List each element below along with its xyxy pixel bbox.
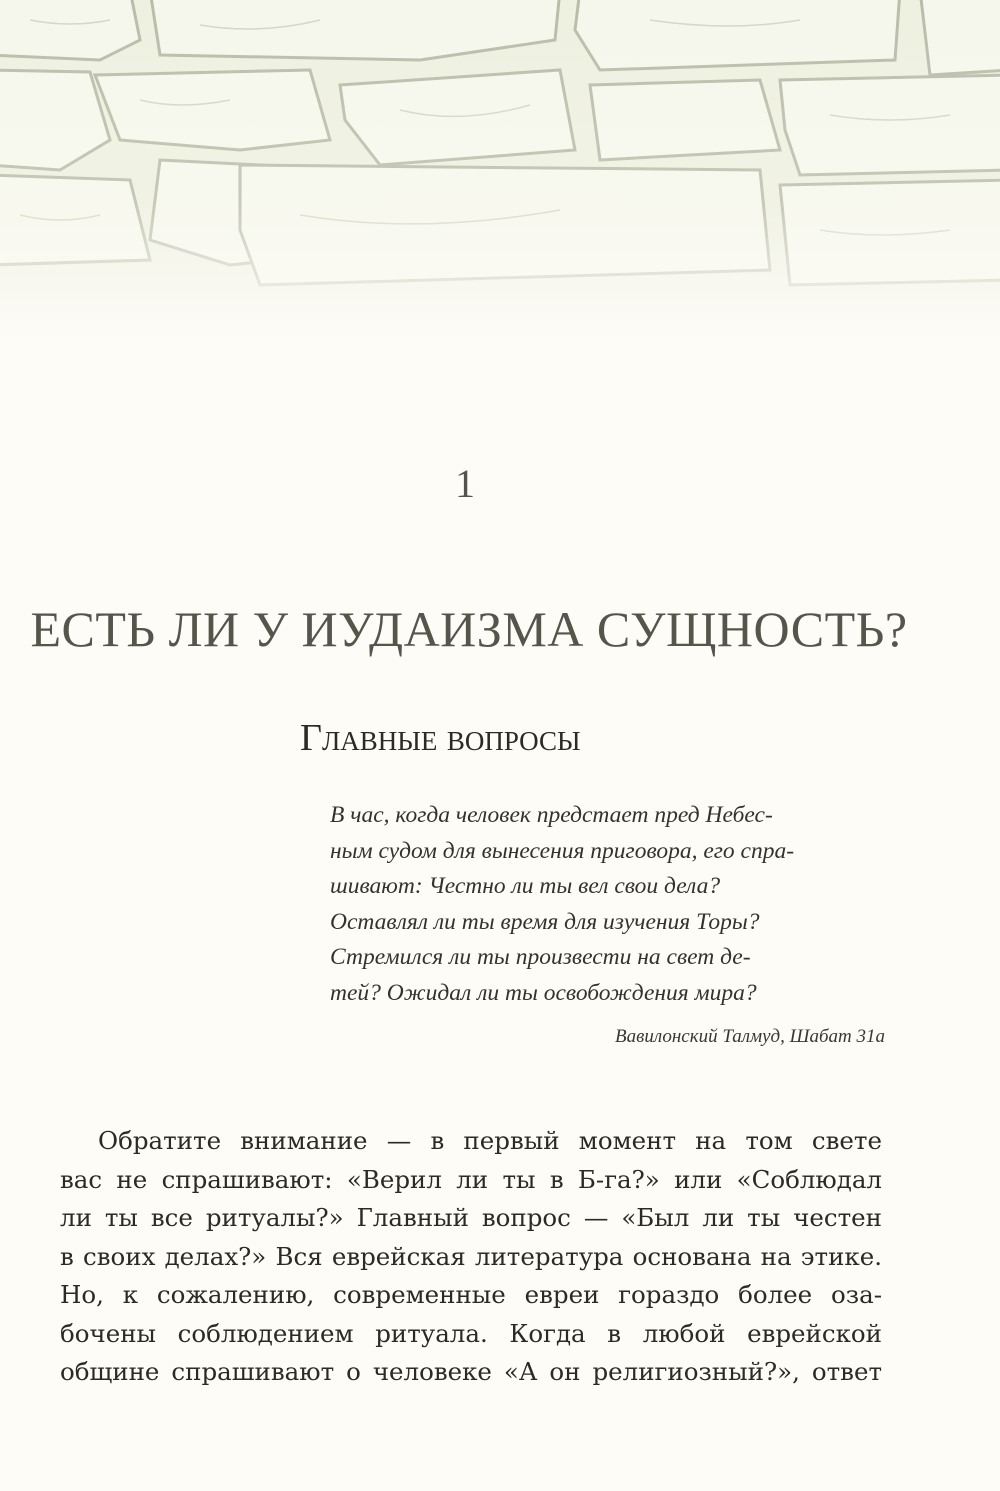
body-paragraph bbox=[60, 1122, 882, 1392]
body-line: Но, к сожалению, современные евреи гораздо более оза- bbox=[60, 1280, 882, 1309]
epigraph-line: Оставлял ли ты время для изучения Торы? bbox=[330, 908, 760, 935]
body-line: бочены соблюдением ритуала. Когда в любой еврейской bbox=[60, 1318, 882, 1348]
epigraph-line: тей? Ожидал ли ты освобождения мира? bbox=[330, 979, 757, 1006]
epigraph-line: Стремился ли ты произвести на свет де- bbox=[330, 944, 751, 970]
epigraph bbox=[330, 798, 885, 1011]
body-line: общине спрашивают о человеке «А он религиозный?», ответ bbox=[60, 1357, 882, 1386]
epigraph-line: В час, когда человек предстает пред Небес- bbox=[330, 802, 773, 828]
body-line: ли ты все ритуалы?» Главный вопрос — «Был ли ты честен bbox=[60, 1203, 882, 1232]
body-line: Обратите внимание — в первый момент на том свете bbox=[98, 1126, 882, 1155]
epigraph-line: шивают: Честно ли ты вел свои дела? bbox=[330, 873, 721, 899]
body-line: вас не спрашивают: «Верил ли ты в Б-га?» или «Соблюдал bbox=[60, 1164, 882, 1194]
section-title: Главные вопросы bbox=[300, 717, 581, 759]
stone-wall-photo bbox=[0, 0, 1000, 340]
body-line: в своих делах?» Вся еврейская литература основана на этике. bbox=[60, 1241, 882, 1271]
chapter-number: 1 bbox=[455, 461, 475, 506]
epigraph-line: ным судом для вынесения приговора, его спра- bbox=[330, 837, 795, 864]
chapter-title: ЕСТЬ ЛИ У ИУДАИЗМА СУЩНОСТЬ? bbox=[30, 601, 908, 657]
epigraph-source: Вавилонский Талмуд, Шабат 31а bbox=[615, 1026, 885, 1047]
